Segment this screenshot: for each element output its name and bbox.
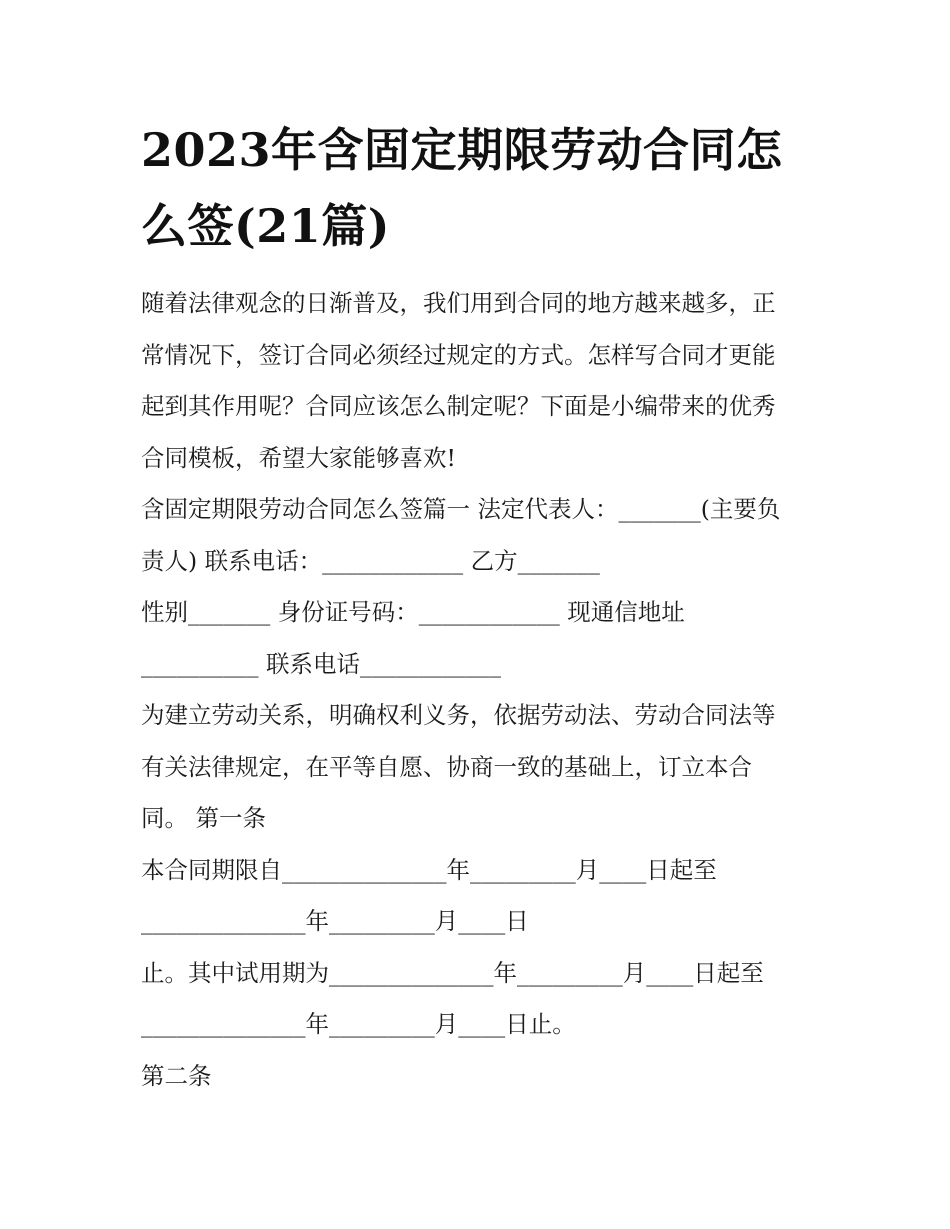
probation-paragraph: [141, 948, 821, 1051]
text-line: 本合同期限自______________年_________月____日起至: [141, 855, 717, 884]
text-line: __________ 联系电话____________: [141, 649, 501, 678]
text-line: 起到其作用呢？合同应该怎么制定呢？下面是小编带来的优秀: [141, 392, 776, 420]
text-line: 同。 第一条: [141, 804, 266, 832]
text-line: 合同模板，希望大家能够喜欢!: [141, 443, 456, 472]
text-line: 第二条: [141, 1061, 212, 1090]
title-line: 么签(21篇): [141, 199, 391, 253]
text-line: 为建立劳动关系，明确权利义务，依据劳动法、劳动合同法等: [141, 701, 776, 729]
text-line: ______________年_________月____日止。: [141, 1010, 576, 1038]
text-line: 有关法律规定，在平等自愿、协商一致的基础上，订立本合: [141, 752, 752, 781]
text-line: 责人) 联系电话：____________ 乙方_______: [141, 546, 600, 575]
document-title: [141, 112, 821, 264]
document-page: [141, 112, 821, 1102]
title-line: 2023年含固定期限劳动合同怎: [141, 123, 783, 177]
contract-term-paragraph: [141, 845, 821, 948]
purpose-paragraph: [141, 690, 821, 845]
party-info-paragraph: [141, 484, 821, 690]
text-line: 常情况下，签订合同必须经过规定的方式。怎样写合同才更能: [141, 340, 776, 369]
text-line: 随着法律观念的日渐普及，我们用到合同的地方越来越多，正: [141, 289, 776, 317]
text-line: 性别_______ 身份证号码：____________ 现通信地址: [141, 598, 685, 626]
article-heading: [141, 1051, 821, 1103]
intro-paragraph: [141, 278, 821, 484]
document-body: [141, 278, 821, 1102]
text-line: 止。其中试用期为______________年_________月____日起至: [141, 958, 764, 987]
text-line: ______________年_________月____日: [141, 907, 529, 935]
text-line: 含固定期限劳动合同怎么签篇一 法定代表人：_______(主要负: [141, 495, 781, 523]
